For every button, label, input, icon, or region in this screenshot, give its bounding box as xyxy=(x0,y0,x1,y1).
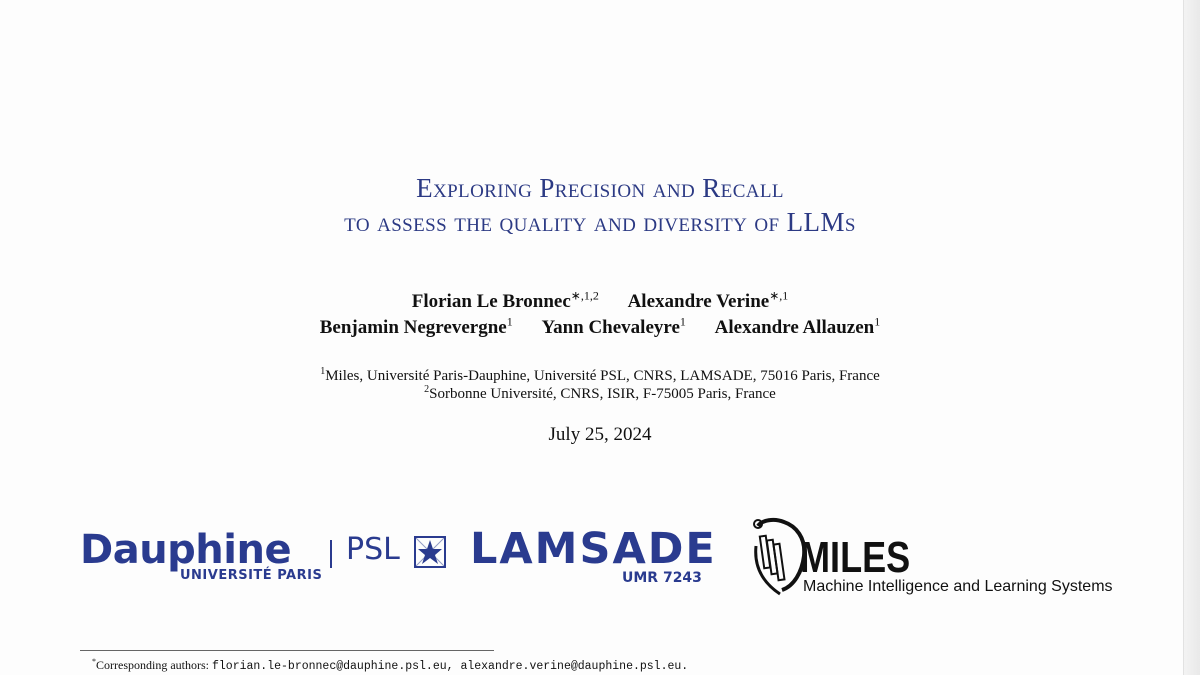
dauphine-logo xyxy=(80,527,323,583)
footnote-emails: florian.le-bronnec@dauphine.psl.eu, alexandre.verine@dauphine.psl.eu. xyxy=(212,660,689,673)
psl-star-icon xyxy=(414,536,446,568)
dauphine-logo-subtitle: UNIVERSITÉ PARIS xyxy=(180,568,323,583)
paper-date: July 25, 2024 xyxy=(548,424,652,445)
logo-divider xyxy=(330,540,332,568)
author: Florian Le Bronnec$^{∗,1,2}$ xyxy=(411,289,599,313)
psl-logo-text: PSL xyxy=(346,532,400,567)
affiliation: $^1$Miles, Université Paris-Dauphine, Université PSL, CNRS, LAMSADE, 75016 Paris, France xyxy=(320,366,880,384)
lamsade-logo-subtitle: UMR 7243 xyxy=(622,570,702,586)
author: Alexandre Allauzen$^1$ xyxy=(714,315,881,339)
paper-title-line-1: Exploring Precision and Recall xyxy=(416,173,784,203)
author: Benjamin Negrevergne$^1$ xyxy=(319,315,513,339)
lamsade-logo-text: LAMSADE xyxy=(470,524,717,574)
miles-logo-subtitle: Machine Intelligence and Learning Systems xyxy=(803,578,1113,595)
footnote-rule xyxy=(80,650,494,651)
affiliation: $^2$Sorbonne Université, CNRS, ISIR, F-75005 Paris, France xyxy=(424,384,776,402)
author: Alexandre Verine$^{∗,1}$ xyxy=(627,289,789,313)
footnote: *Corresponding authors: florian.le-bronnec@dauphine.psl.eu, alexandre.verine@dauphine.psl.eu. xyxy=(92,657,689,673)
miles-logo-text: MILES xyxy=(800,533,911,582)
dauphine-logo-text: Dauphine xyxy=(80,527,292,573)
footnote-label: Corresponding authors: xyxy=(96,658,209,672)
paper-title-line-2: to assess the quality and diversity of LLMs xyxy=(344,207,856,237)
authors-row-2 xyxy=(0,309,1200,341)
author: Yann Chevaleyre$^1$ xyxy=(541,315,686,339)
lamsade-logo xyxy=(470,524,717,586)
